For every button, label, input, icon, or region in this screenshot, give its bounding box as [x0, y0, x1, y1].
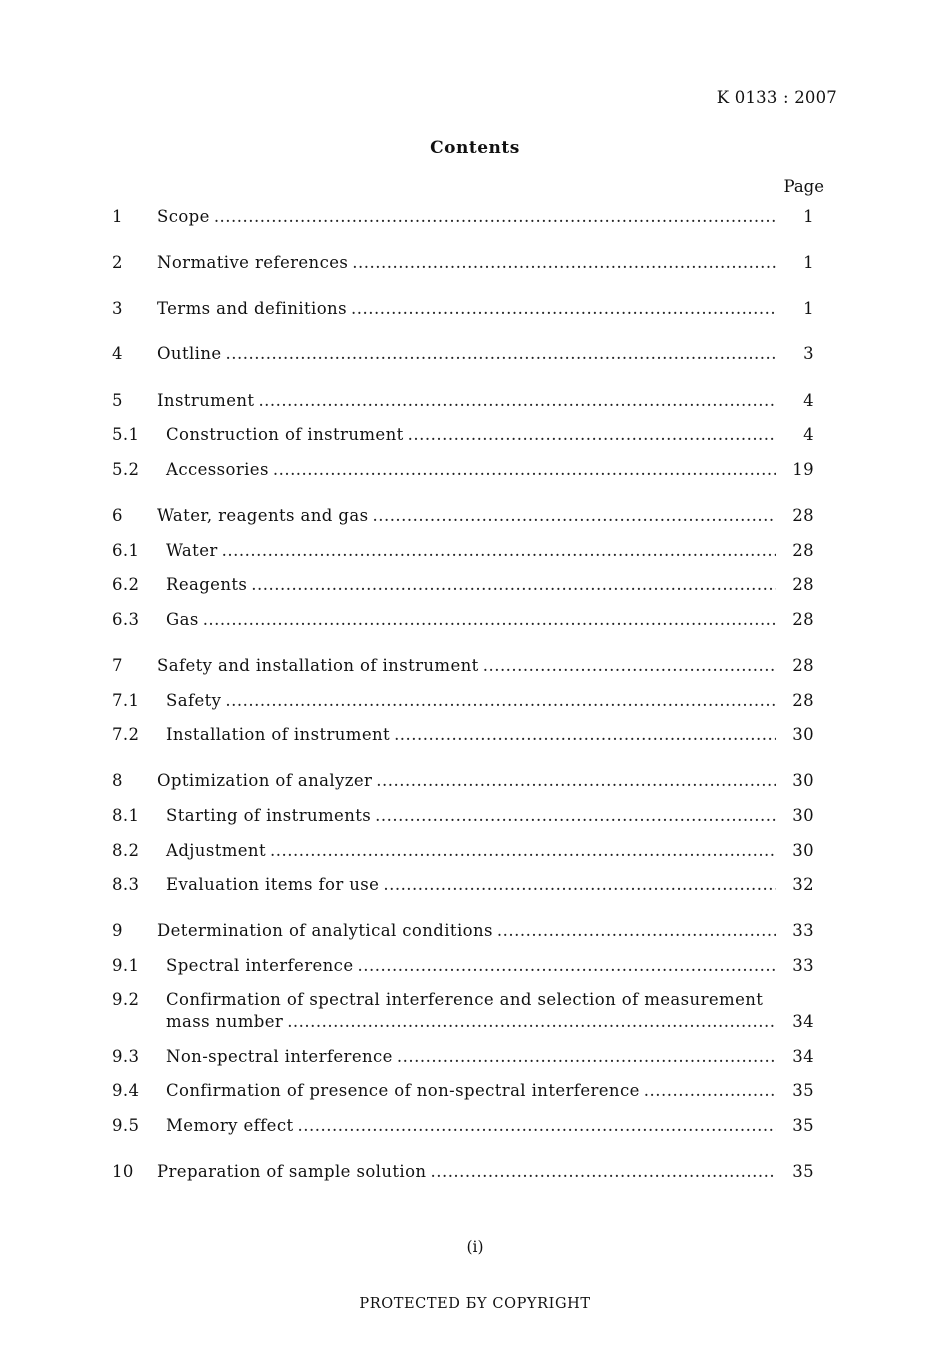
- toc-entry-6-2[interactable]: [112, 575, 824, 597]
- toc-entry-number: 8.1: [112, 806, 140, 825]
- toc-entry-number: 6.3: [112, 610, 140, 629]
- dot-leader: [214, 207, 776, 226]
- toc-entry-title: Evaluation items for use: [166, 875, 380, 894]
- toc-entry-1[interactable]: [112, 207, 824, 229]
- toc-entry-number: 7.2: [112, 725, 140, 744]
- toc-entry-2[interactable]: [112, 253, 824, 275]
- toc-entry-number: 7: [112, 656, 123, 675]
- toc-entry-9-4[interactable]: [112, 1081, 824, 1103]
- toc-entry-title: Installation of instrument: [166, 725, 391, 744]
- toc-entry-number: 9.3: [112, 1047, 140, 1066]
- toc-entry-number: 9.4: [112, 1081, 140, 1100]
- toc-entry-title: Gas: [166, 610, 199, 629]
- toc-entry-number: 6: [112, 506, 123, 525]
- dot-leader: [222, 541, 776, 560]
- dot-leader: [376, 771, 776, 790]
- toc-entry-page: 28: [792, 691, 814, 710]
- toc-entry-page: 1: [803, 207, 814, 226]
- dot-leader: [497, 921, 776, 940]
- toc-entry-10[interactable]: [112, 1162, 824, 1184]
- toc-entry-9[interactable]: [112, 921, 824, 943]
- toc-entry-page: 34: [792, 1047, 814, 1066]
- toc-entry-title: Non-spectral interference: [166, 1047, 393, 1066]
- standard-number: K 0133 : 2007: [716, 88, 837, 107]
- toc-entry-number: 4: [112, 344, 123, 363]
- toc-entry-number: 2: [112, 253, 123, 272]
- toc-entry-title: Accessories: [166, 460, 269, 479]
- toc-entry-number: 9.5: [112, 1116, 140, 1135]
- toc-entry-title: Water, reagents and gas: [157, 506, 369, 525]
- toc-entry-page: 28: [792, 656, 814, 675]
- toc-entry-page: 1: [803, 299, 814, 318]
- toc-entry-page: 28: [792, 506, 814, 525]
- toc-entry-page: 30: [792, 841, 814, 860]
- dot-leader: [351, 299, 776, 318]
- dot-leader: [258, 391, 776, 410]
- toc-entry-5-1[interactable]: [112, 425, 824, 447]
- toc-entry-page: 1: [803, 253, 814, 272]
- toc-entry-number: 9: [112, 921, 123, 940]
- toc-entry-8-3[interactable]: [112, 875, 824, 897]
- toc-entry-title: Instrument: [157, 391, 255, 410]
- toc-entry-page: 32: [792, 875, 814, 894]
- toc-entry-title-line1: Confirmation of spectral interference and selection of measurement: [166, 990, 764, 1009]
- dot-leader: [273, 460, 776, 479]
- toc-entry-title: Memory effect: [166, 1116, 294, 1135]
- toc-entry-title: Confirmation of presence of non-spectral interference: [166, 1081, 640, 1100]
- contents-heading: Contents: [430, 138, 520, 158]
- toc-entry-9-2[interactable]: [112, 990, 824, 1034]
- dot-leader: [270, 841, 776, 860]
- dot-leader: [225, 691, 776, 710]
- toc-entry-7[interactable]: [112, 656, 824, 678]
- page-folio: (i): [466, 1238, 484, 1256]
- toc-entry-number: 9.1: [112, 956, 140, 975]
- toc-entry-title: Water: [166, 541, 218, 560]
- toc-entry-title: Optimization of analyzer: [157, 771, 373, 790]
- toc-entry-number: 9.2: [112, 990, 140, 1009]
- toc-entry-number: 8.2: [112, 841, 140, 860]
- toc-entry-title: Safety and installation of instrument: [157, 656, 479, 675]
- toc-entry-page: 33: [792, 921, 814, 940]
- toc-entry-7-1[interactable]: [112, 691, 824, 713]
- page-column-label: Page: [783, 177, 824, 196]
- toc-entry-5[interactable]: [112, 391, 824, 413]
- toc-entry-page: 33: [792, 956, 814, 975]
- toc-entry-title: Outline: [157, 344, 222, 363]
- dot-leader: [226, 344, 776, 363]
- toc-entry-page: 4: [803, 391, 814, 410]
- toc-entry-page: 28: [792, 610, 814, 629]
- toc-entry-page: 28: [792, 541, 814, 560]
- toc-entry-title: Normative references: [157, 253, 349, 272]
- toc-entry-3[interactable]: [112, 299, 824, 321]
- toc-entry-7-2[interactable]: [112, 725, 824, 747]
- toc-entry-page: 35: [792, 1116, 814, 1135]
- toc-entry-number: 3: [112, 299, 123, 318]
- toc-entry-4[interactable]: [112, 344, 824, 366]
- toc-entry-6[interactable]: [112, 506, 824, 528]
- toc-entry-number: 5: [112, 391, 123, 410]
- toc-entry-title: Terms and definitions: [157, 299, 347, 318]
- toc-entry-5-2[interactable]: [112, 460, 824, 482]
- toc-entry-page: 19: [792, 460, 814, 479]
- dot-leader: [358, 956, 777, 975]
- toc-entry-number: 7.1: [112, 691, 140, 710]
- toc-entry-page: 3: [803, 344, 814, 363]
- dot-leader: [430, 1162, 776, 1181]
- toc-entry-number: 10: [112, 1162, 134, 1181]
- toc-entry-8-2[interactable]: [112, 841, 824, 863]
- dot-leader: [287, 1012, 776, 1031]
- toc-entry-title: Spectral interference: [166, 956, 354, 975]
- toc-entry-page: 30: [792, 725, 814, 744]
- toc-entry-title: Preparation of sample solution: [157, 1162, 427, 1181]
- toc-entry-title: Safety: [166, 691, 222, 710]
- copyright-notice: PROTECTED БY COPYRIGHT: [359, 1296, 591, 1312]
- dot-leader: [408, 425, 776, 444]
- toc-entry-8[interactable]: [112, 771, 824, 793]
- dot-leader: [375, 806, 776, 825]
- toc-entry-number: 6.1: [112, 541, 140, 560]
- toc-entry-title: Adjustment: [166, 841, 266, 860]
- toc-entry-title: Reagents: [166, 575, 248, 594]
- toc-entry-title-line2: mass number: [166, 1012, 284, 1031]
- dot-leader: [372, 506, 776, 525]
- toc-entry-page: 30: [792, 806, 814, 825]
- dot-leader: [298, 1116, 776, 1135]
- toc-entry-page: 28: [792, 575, 814, 594]
- toc-entry-title: Scope: [157, 207, 210, 226]
- toc-entry-page: 35: [792, 1162, 814, 1181]
- toc-entry-number: 5.1: [112, 425, 140, 444]
- toc-entry-9-5[interactable]: [112, 1116, 824, 1138]
- toc-entry-number: 8: [112, 771, 123, 790]
- dot-leader: [352, 253, 776, 272]
- toc-entry-title: Starting of instruments: [166, 806, 372, 825]
- toc-entry-number: 8.3: [112, 875, 140, 894]
- dot-leader: [394, 725, 776, 744]
- dot-leader: [483, 656, 776, 675]
- toc-entry-number: 1: [112, 207, 123, 226]
- dot-leader: [251, 575, 776, 594]
- toc-entry-8-1[interactable]: [112, 806, 824, 828]
- toc-entry-title: Determination of analytical conditions: [157, 921, 493, 940]
- dot-leader: [397, 1047, 776, 1066]
- toc-entry-page: 4: [803, 425, 814, 444]
- dot-leader: [383, 875, 776, 894]
- toc-entry-6-1[interactable]: [112, 541, 824, 563]
- dot-leader: [644, 1081, 776, 1100]
- toc-entry-page: 34: [792, 1012, 814, 1031]
- toc-entry-9-1[interactable]: [112, 956, 824, 978]
- toc-entry-6-3[interactable]: [112, 610, 824, 632]
- toc-entry-number: 6.2: [112, 575, 140, 594]
- toc-entry-number: 5.2: [112, 460, 140, 479]
- toc-entry-page: 35: [792, 1081, 814, 1100]
- toc-entry-title: Construction of instrument: [166, 425, 404, 444]
- toc-entry-9-3[interactable]: [112, 1047, 824, 1069]
- dot-leader: [203, 610, 776, 629]
- toc-entry-page: 30: [792, 771, 814, 790]
